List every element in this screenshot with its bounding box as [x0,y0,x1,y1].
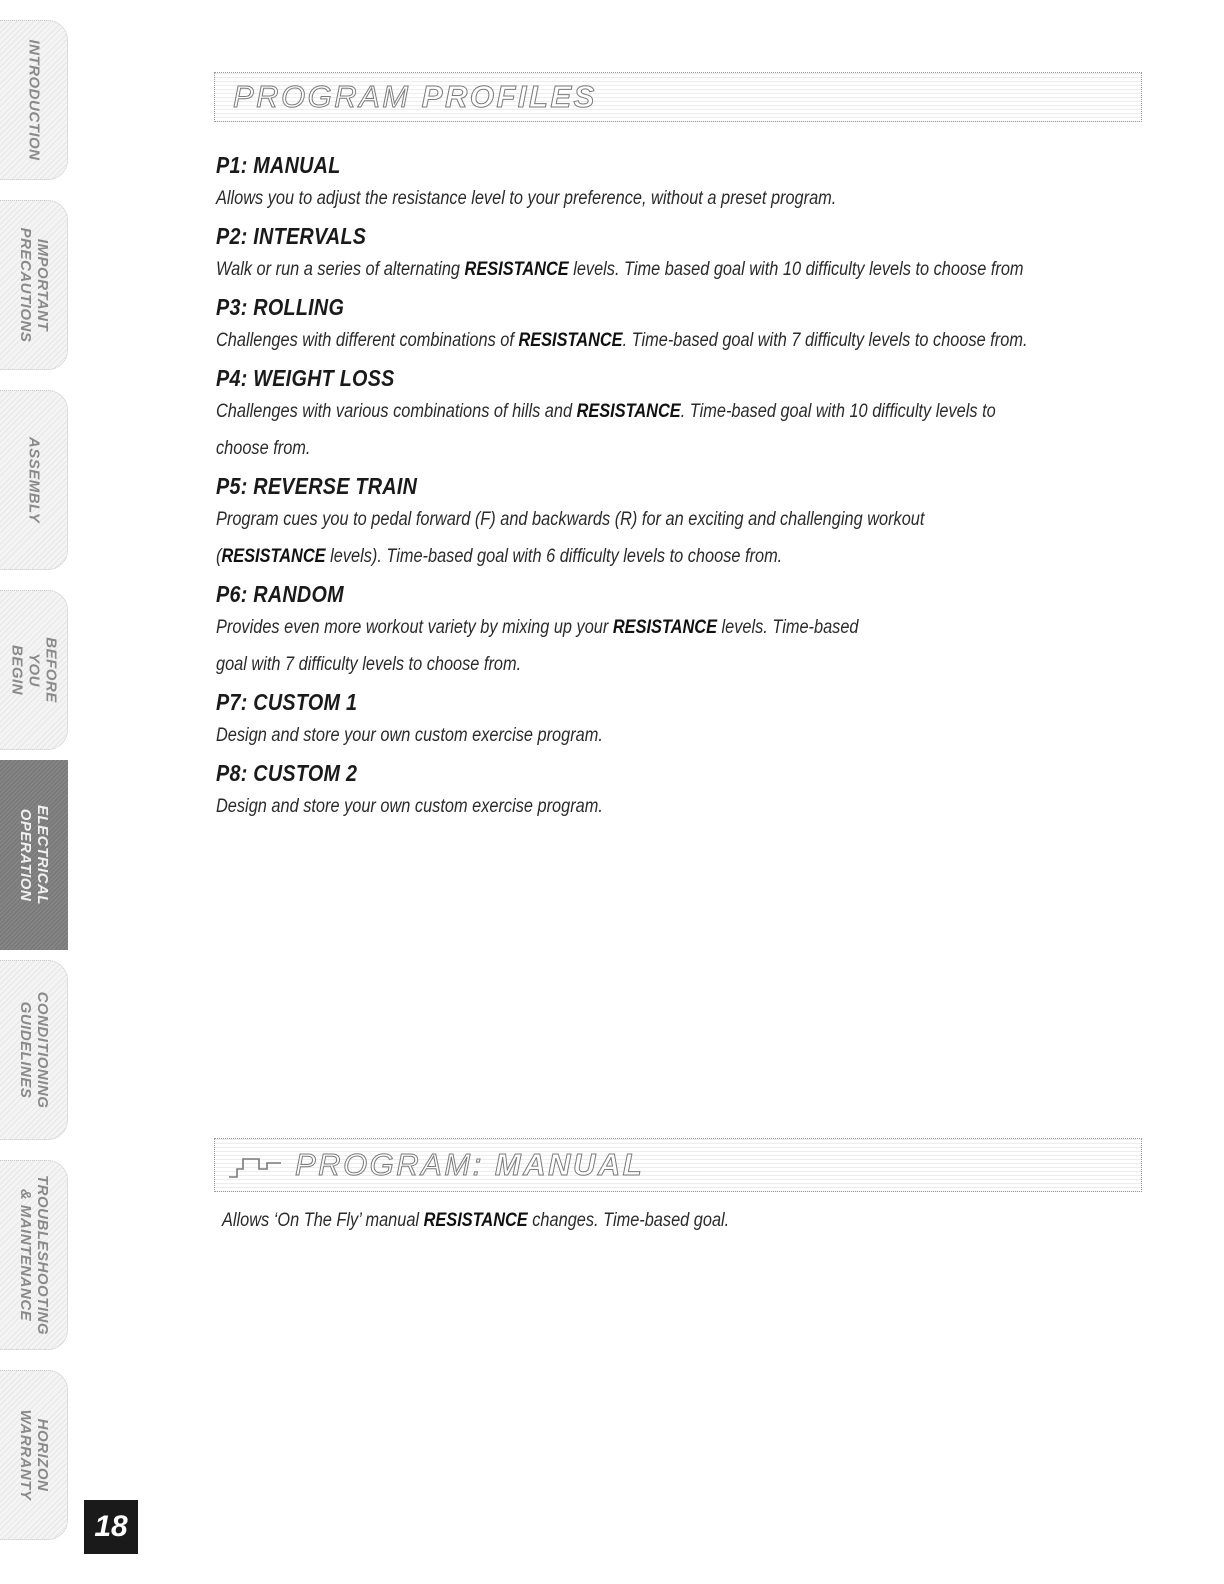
description-text: Challenges with various combinations of hills and [216,401,577,422]
program-description-line [216,646,1145,683]
program-heading: P5: REVERSE TRAIN [216,473,418,499]
banner-title-light: PROGRAM: [295,1147,495,1182]
program-entry [216,471,1146,575]
program-entry [216,292,1146,359]
program-description-line [216,322,1145,359]
program-manual-description [222,1206,729,1236]
section-tab[interactable] [0,590,68,750]
section-tab-label: INTRODUCTION [25,39,42,161]
section-tab-label: TROUBLESHOOTING & MAINTENANCE [16,1175,51,1335]
description-text: choose from. [216,438,311,459]
program-description-line [216,430,1145,467]
program-manual-title [295,1147,644,1183]
program-entry [216,579,1146,683]
program-heading: P1: MANUAL [216,152,341,178]
description-text: levels. Time based goal with 10 difficulty levels to choose from [568,259,1024,280]
program-description-line [216,393,1145,430]
program-description-line [216,501,1145,538]
emphasis-text: RESISTANCE [612,617,717,638]
banner-title-light: PROGRAM [233,79,422,114]
description-text: goal with 7 difficulty levels to choose from. [216,654,522,675]
program-heading: P7: CUSTOM 1 [216,689,358,715]
section-tab-label: IMPORTANT PRECAUTIONS [16,227,51,343]
section-tab[interactable] [0,1160,68,1350]
program-description-line [216,251,1145,288]
description-text: Design and store your own custom exercise program. [216,796,603,817]
section-tab-label: BEFORE YOU BEGIN [8,637,59,703]
emphasis-text: RESISTANCE [464,259,569,280]
program-heading: P2: INTERVALS [216,223,367,249]
program-entry [216,758,1146,825]
program-description-line [216,538,1145,575]
emphasis-text: RESISTANCE [576,401,681,422]
program-description-line [216,717,1145,754]
section-tab-label: ELECTRICAL OPERATION [17,805,51,905]
program-profiles-title [233,79,597,115]
program-description-line [216,609,1145,646]
description-text: Walk or run a series of alternating [216,259,465,280]
emphasis-text: RESISTANCE [518,330,623,351]
section-tab-label: HORIZON WARRANTY [16,1409,51,1501]
program-entry [216,687,1146,754]
description-text: Program cues you to pedal forward (F) and backwards (R) for an exciting and challenging workout [216,509,925,530]
description-text: . Time-based goal with 10 difficulty levels to [680,401,996,422]
program-entry [216,150,1146,217]
description-text: levels. Time-based [716,617,859,638]
description-text: Allows ‘On The Fly’ manual [222,1210,424,1231]
program-entry [216,221,1146,288]
description-text: Provides even more workout variety by mixing up your [216,617,613,638]
program-manual-banner [214,1138,1142,1192]
banner-title-bold: PROFILES [421,79,597,114]
program-heading: P6: RANDOM [216,581,344,607]
description-text: levels). Time-based goal with 6 difficulty levels to choose from. [325,546,783,567]
section-tab[interactable] [0,200,68,370]
emphasis-text: RESISTANCE [221,546,326,567]
program-profiles-banner [214,72,1142,122]
program-heading: P3: ROLLING [216,294,345,320]
description-text: Allows you to adjust the resistance level to your preference, without a preset program. [216,188,837,209]
section-tab-label: CONDITIONING GUIDELINES [16,991,51,1109]
description-text: . Time-based goal with 7 difficulty levels to choose from. [622,330,1028,351]
emphasis-text: RESISTANCE [423,1210,528,1231]
section-tab[interactable] [0,760,68,950]
description-text: Design and store your own custom exercise program. [216,725,603,746]
page-number: 18 [84,1500,138,1554]
description-text: ( [216,546,222,567]
program-list [216,150,1146,825]
banner-title-bold: MANUAL [494,1147,645,1182]
program-heading: P4: WEIGHT LOSS [216,365,395,391]
section-tab[interactable] [0,390,68,570]
program-profile-step-icon [227,1153,289,1181]
program-description-line [216,788,1145,825]
description-text: changes. Time-based goal. [527,1210,730,1231]
program-entry [216,363,1146,467]
description-text: Challenges with different combinations of [216,330,519,351]
program-description-line [216,180,1145,217]
program-heading: P8: CUSTOM 2 [216,760,358,786]
section-tab[interactable] [0,960,68,1140]
section-tab[interactable] [0,20,68,180]
section-tab-label: ASSEMBLY [25,436,42,524]
section-tab[interactable] [0,1370,68,1540]
